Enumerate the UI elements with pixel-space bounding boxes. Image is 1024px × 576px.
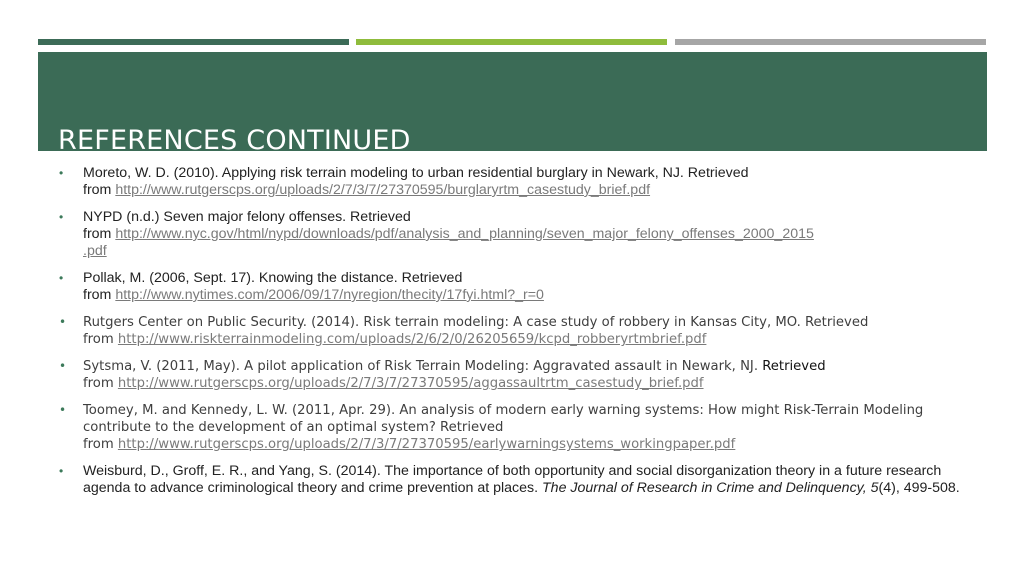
reference-link[interactable]: http://www.nyc.gov/html/nypd/downloads/pdf/analysis_and_planning/seven_major_felony_offenses_2000_2015 (115, 226, 814, 242)
bullet-icon: • (59, 403, 67, 417)
reference-link[interactable]: http://www.nytimes.com/2006/09/17/nyregion/thecity/17fyi.html?_r=0 (115, 287, 544, 303)
from-label: from (83, 287, 112, 303)
bullet-icon: • (59, 210, 64, 224)
accent-bar-gray (675, 39, 986, 45)
reference-text-tail: (4), 499-508. (878, 480, 960, 496)
title-banner (38, 52, 987, 157)
reference-text: Sytsma, V. (2011, May). A pilot application of Risk Terrain Modeling: Aggravated assault in Newark, NJ. (83, 359, 759, 374)
bullet-icon: • (59, 166, 64, 180)
bullet-icon: • (59, 315, 67, 329)
reference-text-tail: Retrieved (762, 359, 826, 374)
accent-bar-light-green (356, 39, 667, 45)
bullet-icon: • (59, 359, 67, 373)
reference-item-toomey (58, 402, 973, 453)
bullet-icon: • (59, 464, 64, 478)
reference-text: Rutgers Center on Public Security. (2014). Risk terrain modeling: A case study of robbery in Kansas City, MO. Retrieved (83, 315, 869, 330)
reference-link[interactable]: http://www.rutgerscps.org/uploads/2/7/3/7/27370595/burglaryrtm_casestudy_brief.pdf (115, 182, 651, 198)
reference-item-moreto (58, 165, 973, 199)
reference-list (58, 165, 973, 507)
page-title: REFERENCES CONTINUED (58, 125, 411, 157)
accent-bar-dark-green (38, 39, 349, 45)
reference-text: NYPD (n.d.) Seven major felony offenses. Retrieved (83, 209, 411, 225)
reference-item-sytsma (58, 358, 973, 392)
from-label: from (83, 182, 112, 198)
reference-text: Toomey, M. and Kennedy, L. W. (2011, Apr. 29). An analysis of modern early warning systems: How might Risk-Terrain Modeling contribute to the development of an optimal system? Retrieved (83, 403, 924, 435)
reference-link[interactable]: http://www.rutgerscps.org/uploads/2/7/3/7/27370595/earlywarningsystems_workingpaper.pdf (117, 437, 736, 452)
reference-item-weisburd (58, 463, 973, 497)
reference-text: Pollak, M. (2006, Sept. 17). Knowing the distance. Retrieved (83, 270, 463, 286)
reference-link[interactable]: http://www.rutgerscps.org/uploads/2/7/3/7/27370595/aggassaultrtm_casestudy_brief.pdf (117, 376, 704, 391)
reference-link-continuation[interactable]: .pdf (83, 243, 107, 259)
from-label: from (83, 437, 114, 452)
from-label: from (83, 376, 114, 391)
journal-title: The Journal of Research in Crime and Delinquency, 5 (542, 480, 879, 496)
reference-text: Moreto, W. D. (2010). Applying risk terrain modeling to urban residential burglary in Newark, NJ. Retrieved (83, 165, 749, 181)
reference-item-nypd (58, 209, 973, 260)
reference-link[interactable]: http://www.riskterrainmodeling.com/uploads/2/6/2/0/26205659/kcpd_robberyrtmbrief.pdf (117, 332, 707, 347)
from-label: from (83, 226, 112, 242)
from-label: from (83, 332, 114, 347)
reference-text: Weisburd, D., Groff, E. R., and Yang, S. (2014). The importance of both opportunity and social disorganization theory in a future research agenda to advance criminological theory and crime prevention at places. (83, 463, 942, 496)
reference-item-pollak (58, 270, 973, 304)
reference-item-rutgers (58, 314, 973, 348)
bullet-icon: • (59, 271, 64, 285)
